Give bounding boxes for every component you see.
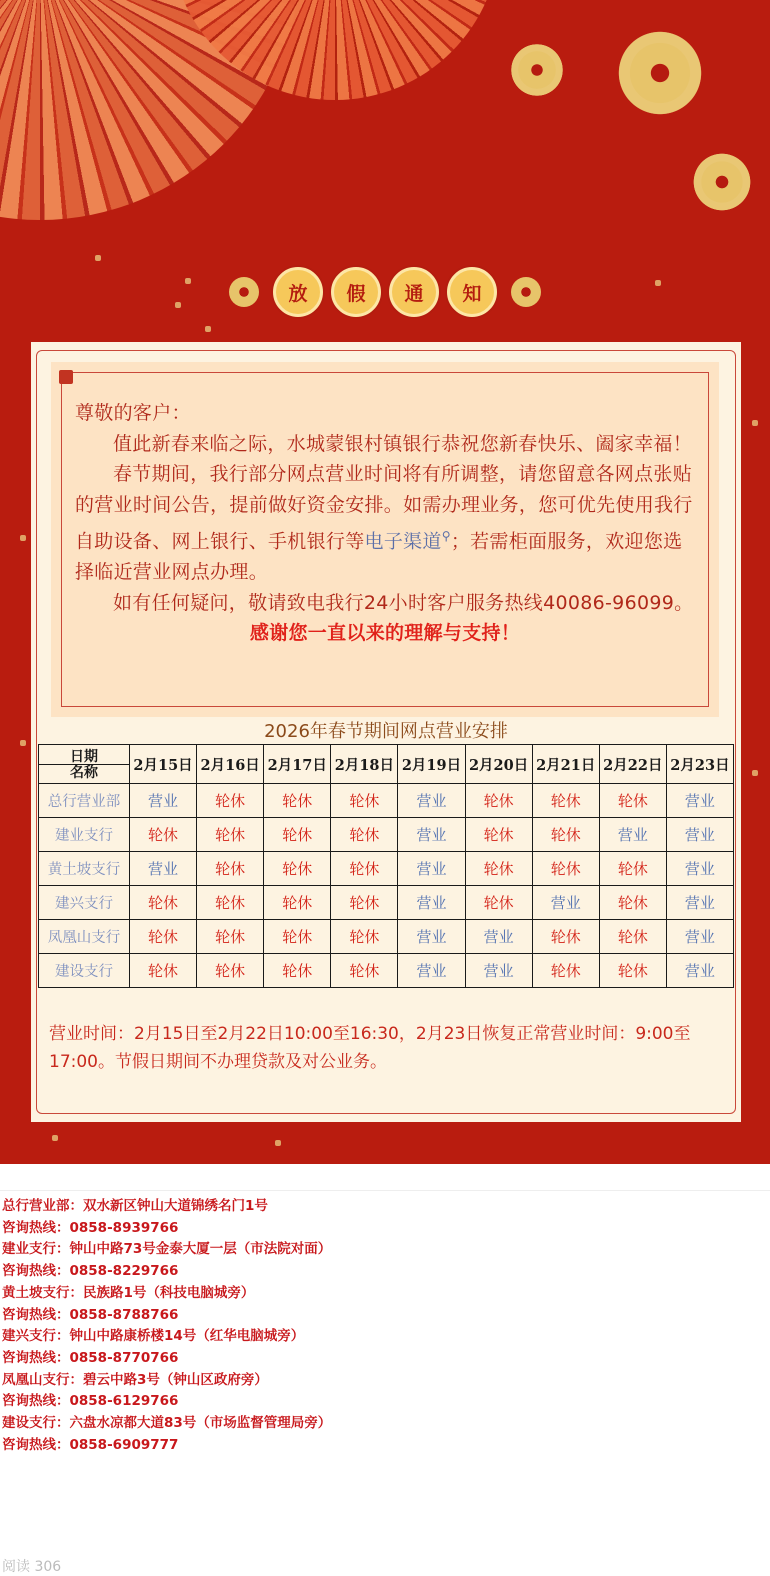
status-cell: 轮休 [532, 818, 599, 852]
status-cell: 轮休 [130, 954, 197, 988]
status-cell: 轮休 [532, 920, 599, 954]
branch-name-cell: 建业支行 [39, 818, 130, 852]
branch-name-cell: 黄土坡支行 [39, 852, 130, 886]
title-char: 通 [389, 267, 439, 317]
status-cell: 营业 [599, 818, 666, 852]
status-cell: 轮休 [264, 954, 331, 988]
date-header: 2月18日 [331, 745, 398, 784]
date-header: 2月16日 [197, 745, 264, 784]
status-cell: 轮休 [599, 852, 666, 886]
status-cell: 轮休 [465, 784, 532, 818]
schedule-table [38, 744, 734, 988]
status-cell: 轮休 [331, 954, 398, 988]
status-cell: 轮休 [197, 954, 264, 988]
status-cell: 轮休 [197, 886, 264, 920]
status-cell: 轮休 [197, 920, 264, 954]
status-cell: 营业 [666, 954, 733, 988]
schedule-title: 2026年春节期间网点营业安排 [264, 721, 508, 742]
status-cell: 轮休 [599, 954, 666, 988]
branch-info-line: 咨询热线：0858-8770766 [2, 1349, 179, 1366]
status-cell: 营业 [398, 954, 465, 988]
status-cell: 营业 [666, 852, 733, 886]
date-header: 2月21日 [532, 745, 599, 784]
date-header: 2月23日 [666, 745, 733, 784]
date-header: 2月17日 [264, 745, 331, 784]
title-char: 假 [331, 267, 381, 317]
status-cell: 营业 [398, 852, 465, 886]
branch-info-line: 黄土坡支行：民族路1号（科技电脑城旁） [2, 1284, 255, 1301]
status-cell: 营业 [130, 784, 197, 818]
search-icon: ⚲ [441, 528, 451, 543]
date-header: 2月19日 [398, 745, 465, 784]
table-row [39, 852, 734, 886]
table-row [39, 784, 734, 818]
branch-info-list [2, 1196, 331, 1456]
notice-card [31, 342, 741, 1122]
status-cell: 轮休 [532, 784, 599, 818]
plum-flower-icon [515, 48, 559, 92]
notice-title [0, 268, 770, 316]
greeting-para-3: 如有任何疑问，敬请致电我行24小时客户服务热线40086-96099。 [113, 591, 694, 614]
schedule-body [39, 784, 734, 988]
flower-icon [229, 277, 259, 307]
status-cell: 营业 [130, 852, 197, 886]
branch-name-cell: 总行营业部 [39, 784, 130, 818]
status-cell: 轮休 [264, 852, 331, 886]
status-cell: 营业 [398, 920, 465, 954]
status-cell: 营业 [465, 954, 532, 988]
status-cell: 轮休 [331, 784, 398, 818]
status-cell: 轮休 [197, 818, 264, 852]
status-cell: 轮休 [331, 818, 398, 852]
status-cell: 轮休 [599, 920, 666, 954]
status-cell: 轮休 [264, 818, 331, 852]
status-cell: 轮休 [599, 784, 666, 818]
status-cell: 轮休 [465, 886, 532, 920]
greeting-text [75, 398, 695, 649]
branch-info-line: 建业支行：钟山中路73号金泰大厦一层（市法院对面） [2, 1241, 332, 1258]
date-header: 2月22日 [599, 745, 666, 784]
branch-info-line: 总行营业部：双水新区钟山大道锦绣名门1号 [2, 1198, 268, 1214]
status-cell: 营业 [465, 920, 532, 954]
branch-info-line: 咨询热线：0858-8229766 [2, 1263, 179, 1280]
status-cell: 轮休 [465, 818, 532, 852]
status-cell: 轮休 [197, 784, 264, 818]
branch-info-line: 凤凰山支行：碧云中路3号（钟山区政府旁） [2, 1371, 268, 1388]
branch-name-cell: 凤凰山支行 [39, 920, 130, 954]
status-cell: 轮休 [532, 954, 599, 988]
status-cell: 营业 [666, 784, 733, 818]
status-cell: 轮休 [264, 784, 331, 818]
status-cell: 营业 [666, 886, 733, 920]
branch-name-cell: 建设支行 [39, 954, 130, 988]
table-header-row [39, 745, 734, 784]
flower-icon [511, 277, 541, 307]
status-cell: 营业 [532, 886, 599, 920]
electronic-channel-link[interactable]: 电子渠道 [364, 530, 442, 553]
header-corner: 日期 名称 [39, 745, 130, 784]
branch-info-line: 建设支行：六盘水凉都大道83号（市场监督管理局旁） [2, 1415, 332, 1432]
greeting-box [51, 362, 719, 717]
greeting-para-1: 值此新春来临之际，水城蒙银村镇银行恭祝您新春快乐、阖家幸福！ [113, 432, 693, 455]
status-cell: 轮休 [264, 886, 331, 920]
date-header: 2月20日 [465, 745, 532, 784]
salutation: 尊敬的客户： [75, 402, 191, 424]
plum-flower-icon [698, 158, 746, 206]
status-cell: 营业 [398, 818, 465, 852]
status-cell: 轮休 [130, 920, 197, 954]
thanks-line: 感谢您一直以来的理解与支持！ [249, 622, 521, 645]
status-cell: 轮休 [599, 886, 666, 920]
status-cell: 轮休 [331, 886, 398, 920]
date-header: 2月15日 [130, 745, 197, 784]
status-cell: 轮休 [130, 818, 197, 852]
branch-name-cell: 建兴支行 [39, 886, 130, 920]
title-char: 放 [273, 267, 323, 317]
status-cell: 营业 [666, 920, 733, 954]
greeting-para-2: 春节期间，我行部分网点营业时间将有所调整，请您留意各网点张贴的营业时间公告，提前做好资金安排。如需办理业务，您可优先使用我行自助设备、网上银行、手机银行等电子渠道⚲；若需柜面服务，欢迎您选择临近营业网点办理。 [75, 463, 693, 583]
status-cell: 轮休 [331, 920, 398, 954]
status-cell: 营业 [398, 784, 465, 818]
status-cell: 营业 [666, 818, 733, 852]
table-row [39, 954, 734, 988]
table-row [39, 818, 734, 852]
plum-flower-icon [625, 38, 695, 108]
branch-info-line: 咨询热线：0858-8939766 [2, 1219, 179, 1236]
status-cell: 轮休 [465, 852, 532, 886]
table-row [39, 886, 734, 920]
status-cell: 轮休 [130, 886, 197, 920]
branch-info-line: 建兴支行：钟山中路康桥楼14号（红华电脑城旁） [2, 1328, 305, 1345]
title-char: 知 [447, 267, 497, 317]
status-cell: 轮休 [197, 852, 264, 886]
status-cell: 轮休 [331, 852, 398, 886]
hours-note: 营业时间：2月15日至2月22日10:00至16:30，2月23日恢复正常营业时间：9:00至17:00。节假日期间不办理贷款及对公业务。 [49, 1024, 691, 1072]
table-row [39, 920, 734, 954]
status-cell: 轮休 [532, 852, 599, 886]
status-cell: 营业 [398, 886, 465, 920]
branch-info-line: 咨询热线：0858-8788766 [2, 1306, 179, 1323]
status-cell: 轮休 [264, 920, 331, 954]
branch-info-line: 咨询热线：0858-6909777 [2, 1436, 179, 1453]
read-count: 阅读 306 [2, 1559, 62, 1575]
corner-ornament-icon [59, 370, 73, 384]
branch-info-line: 咨询热线：0858-6129766 [2, 1393, 179, 1410]
